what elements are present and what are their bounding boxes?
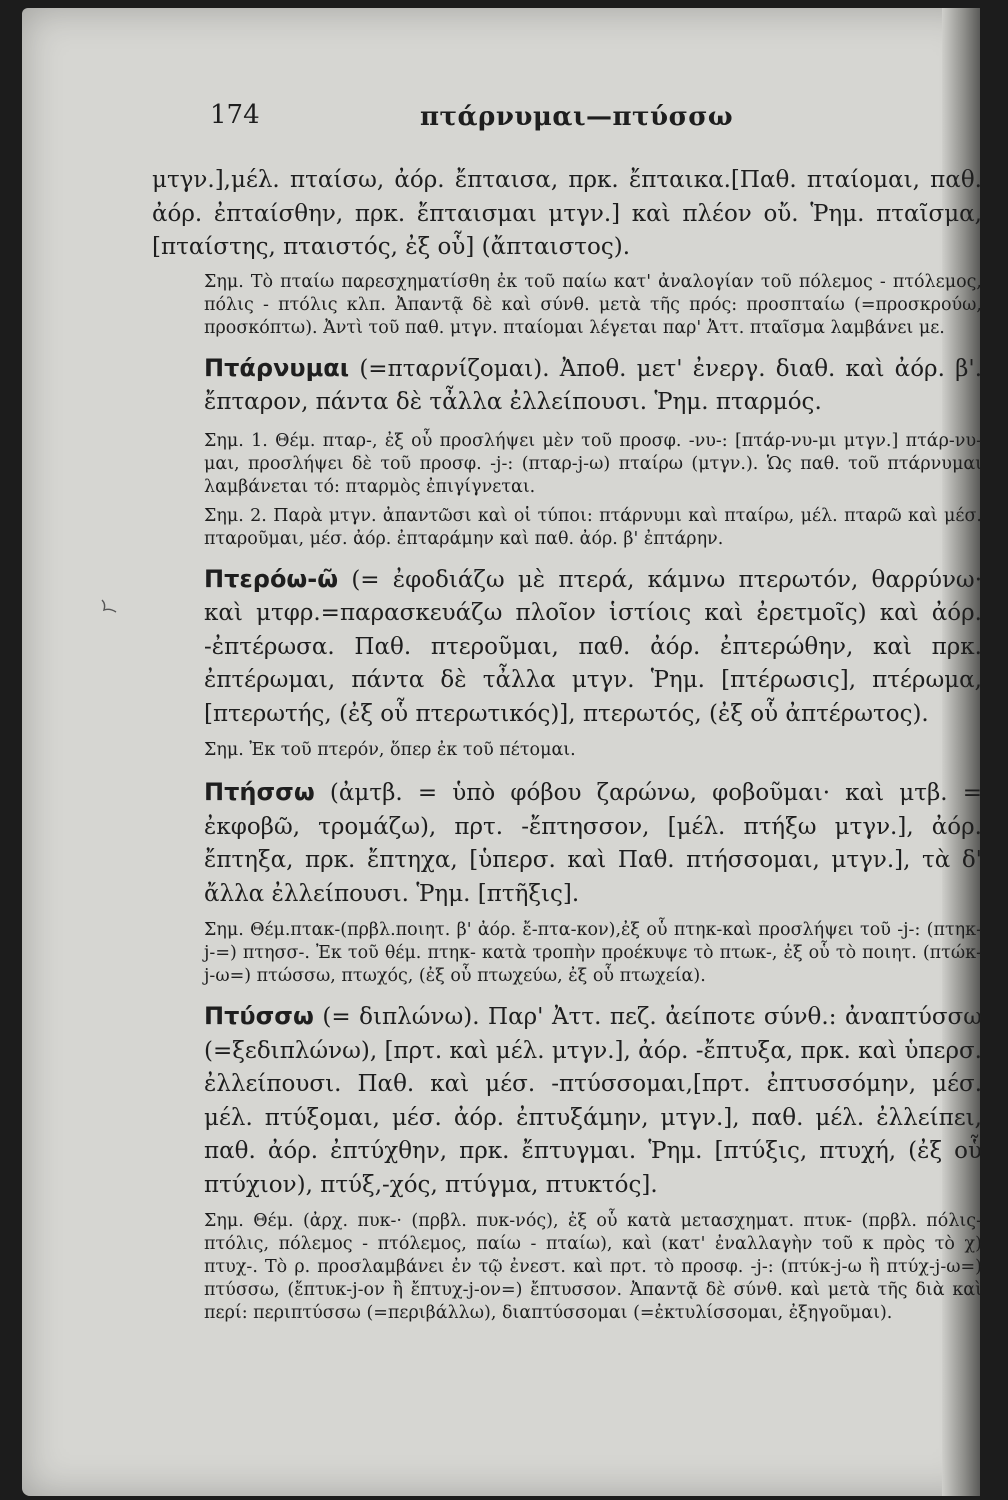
dictionary-body <box>152 164 982 1325</box>
note-pteroo <box>152 739 982 762</box>
page-header <box>190 100 790 136</box>
entry-text: (ἀμτβ. = ὑπὸ φόβου ζαρώνω, φοβοῦμαι· καὶ μτβ. = ἐκφοβῶ, τρομάζω), πρτ. -ἔπτησσον, [μέλ. πτήξω μτγν.], ἀόρ. ἔπτηξα, πρκ. ἔπτηχα, [ὑπερσ. καὶ Παθ. πτήσσομαι, μτγν.], τὰ δ' ἄλλα ἐλλείπουσι. Ῥημ. [πτῆξις]. <box>204 780 982 907</box>
running-head: πτάρνυμαι—πτύσσω <box>420 102 734 132</box>
page-number: 174 <box>210 100 260 130</box>
book-page <box>22 8 983 1496</box>
entry-text: (=πταρνίζομαι). Ἀποθ. μετ' ἐνεργ. διαθ. καὶ ἀόρ. β'. ἔπταρον, πάντα δὲ τἆλλα ἐλλείπουσι. Ῥημ. πταρμός. <box>204 355 982 415</box>
entry-text: (= ἐφοδιάζω μὲ πτερά, κάμνω πτερωτόν, θαρρύνω· καὶ μτφρ.=παρασκευάζω πλοῖον ἱστίοις καὶ ἐρετμοῖς) καὶ ἀόρ. -ἐπτέρωσα. Παθ. πτεροῦμαι, παθ. ἀόρ. ἐπτερώθην, καὶ πρκ. ἐπτέρωμαι, πάντα δὲ τἆλλα μτγν. Ῥημ. [πτέρωσις], πτέρωμα,[πτερωτής, (ἐξ οὗ πτερωτικός)], πτερωτός, (ἐξ οὗ ἀπτέρωτος). <box>204 566 983 727</box>
headword: Πτερόω-ῶ <box>204 564 339 593</box>
note-text: Σημ. Θέμ. (ἀρχ. πυκ-· (πρβλ. πυκ-νός), ἐξ οὗ κατὰ μετασχηματ. πτυκ- (πρβλ. πόλις-πτόλις, πόλεμος - πτόλεμος, παίω - πταίω), καὶ (κατ' ἐναλλαγὴν τοῦ κ πρὸς τὸ χ) πτυχ-. Τὸ ρ. προσλαμβάνει ἐν τῷ ἐνεστ. καὶ πρτ. τὸ προσφ. -j-: (πτύκ-j-ω ἢ πτύχ-j-ω=) πτύσσω, (ἔπτυκ-j-ον ἢ ἔπτυχ-j-ον=) ἔπτυσσον. Ἀπαντᾷ δὲ σύνθ. καὶ μετὰ τῆς διὰ καὶ περί: περιπτύσσω (=περιβάλλω), διαπτύσσομαι (=ἐκτυλίσσομαι, ἐξηγοῦμαι). <box>204 1211 982 1323</box>
note-text: Σημ. 1. Θέμ. πταρ-, ἐξ οὗ προσλήψει μὲν τοῦ προσφ. -νυ-: [πτάρ-νυ-μι μτγν.] πτάρ-νυ-μαι, προσλήψει δὲ τοῦ προσφ. -j-: (πταρ-j-ω) πταίρω (μτγν.). Ὡς παθ. τοῦ πτάρνυμαι λαμβάνεται τό: πταρμὸς ἐπιγίγνεται. <box>204 430 982 497</box>
note-ptarnymai-1 <box>152 430 982 499</box>
margin-pencil-mark <box>100 596 126 618</box>
note-ptaio <box>152 271 982 340</box>
note-text: Σημ. Τὸ πταίω παρεσχηματίσθη ἐκ τοῦ παίω κατ' ἀναλογίαν τοῦ πόλεμος - πτόλεμος, πόλις - πτόλις κλπ. Ἀπαντᾷ δὲ καὶ σύνθ. μετὰ τῆς πρός: προσπταίω (=προσκρούω, προσκόπτω). Ἀντὶ τοῦ παθ. μτγν. πταίομαι λέγεται παρ' Ἀττ. πταῖσμα λαμβάνει με. <box>204 271 982 338</box>
entry-pteroo <box>152 563 982 732</box>
headword: Πτήσσω <box>204 778 315 806</box>
note-ptarnymai-2 <box>152 505 982 551</box>
note-ptesso <box>152 919 982 988</box>
note-text: Σημ. Ἐκ τοῦ πτερόν, ὅπερ ἐκ τοῦ πέτομαι. <box>204 740 576 760</box>
entry-ptaio-continuation <box>152 164 982 265</box>
entry-ptesso <box>152 776 982 911</box>
note-ptysso <box>152 1210 982 1325</box>
note-text: Σημ. Θέμ.πτακ-(πρβλ.ποιητ. β' ἀόρ. ἔ-πτα-κον),ἐξ οὗ πτηκ-καὶ προσλήψει τοῦ -j-: (πτηκ-j-=) πτησσ-. Ἐκ τοῦ θέμ. πτηκ- κατὰ τροπὴν προέκυψε τὸ πτωκ-, ἐξ οὗ τὸ ποιητ. (πτώκ-j-ω=) πτώσσω, πτωχός, (ἐξ οὗ πτωχεύω, ἐξ οὗ πτωχεία). <box>204 920 982 986</box>
entry-ptarnymai <box>152 352 982 420</box>
entry-ptysso <box>152 1000 982 1202</box>
entry-text: μτγν.],μέλ. πταίσω, ἀόρ. ἔπταισα, πρκ. ἔπταικα.[Παθ. πταίομαι, παθ. ἀόρ. ἐπταίσθην, πρκ. ἔπταισμαι μτγν.] καὶ πλέον οὔ. Ῥημ. πταῖσμα, [πταίστης, πταιστός, ἐξ οὗ] (ἄπταιστος). <box>152 167 982 260</box>
entry-text: (= διπλώνω). Παρ' Ἀττ. πεζ. ἀείποτε σύνθ.: ἀναπτύσσω (=ξεδιπλώνω), [πρτ. καὶ μέλ. μτγν.], ἀόρ. -ἔπτυξα, πρκ. καὶ ὑπερσ. ἐλλείπουσι. Παθ. καὶ μέσ. -πτύσσομαι,[πρτ. ἐπτυσσόμην, μέσ. μέλ. πτύξομαι, μέσ. ἀόρ. ἐπτυξάμην, μτγν.], παθ. μέλ. ἐλλείπει, παθ. ἀόρ. ἐπτύχθην, πρκ. ἔπτυγμαι. Ῥημ. [πτύξις, πτυχή, (ἐξ οὗ πτύχιον), πτύξ,-χός, πτύγμα, πτυκτός]. <box>204 1004 983 1198</box>
headword: Πτάρνυμαι <box>204 353 350 382</box>
note-text: Σημ. 2. Παρὰ μτγν. ἀπαντῶσι καὶ οἱ τύποι: πτάρνυμι καὶ πταίρω, μέλ. πταρῶ καὶ μέσ. πταροῦμαι, μέσ. ἀόρ. ἐπταράμην καὶ παθ. ἀόρ. β' ἐπτάρην. <box>204 505 982 549</box>
headword: Πτύσσω <box>204 1002 314 1030</box>
